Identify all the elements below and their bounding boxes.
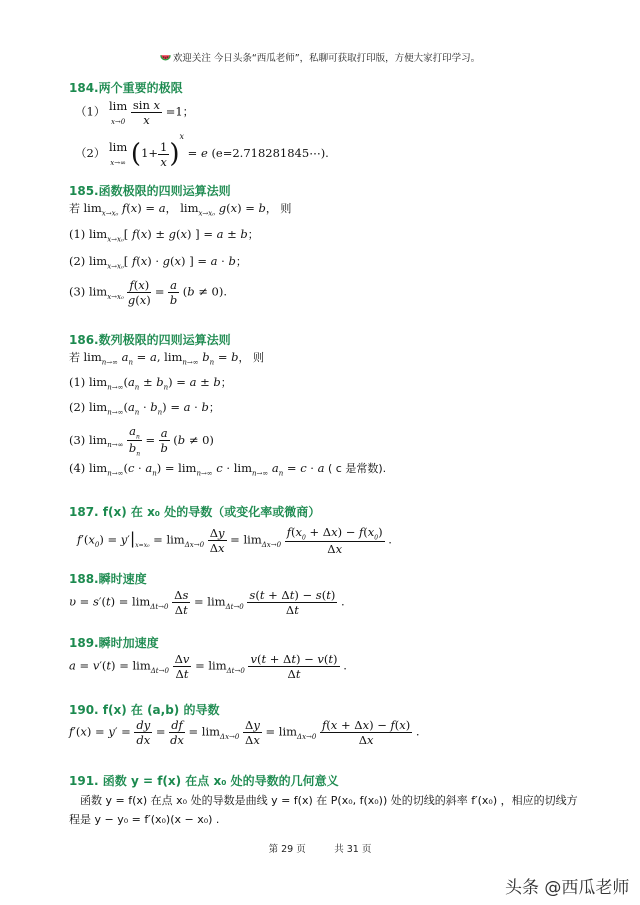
heading-186: 186.数列极限的四则运算法则 [69,333,231,347]
formula-186-3: (3) $\lim_{n\to\infty}$ $\frac{a_n}{b_n}$ = $\frac{a}{b}$ (b ≠ 0) [69,424,214,458]
watermelon-icon [160,53,171,63]
condition-185: 若 $\lim_{x\to x_0} f(x) = a$， $\lim_{x\to x_0} g(x) = b$， 则 [69,201,292,218]
formula-186-1: (1) $\lim_{n\to\infty}(a_n \pm b_n) = a \pm b$； [69,375,232,392]
formula-186-4: (4) $\lim_{n\to\infty}(c \cdot a_n) = \lim_{n\to\infty} c \cdot \lim_{n\to\infty} a_n = c \cdot a$ ( c 是常数). [69,461,387,478]
formula-184-1: （1） lim x→0 $\frac{\text{sin x}}{x}$ =1； [75,98,195,127]
formula-185-2: (2) $\lim_{x\to x_0}$[ f(x) · g(x) ] = a · b； [69,254,247,271]
heading-188: 188.瞬时速度 [69,572,147,586]
heading-191: 191. 函数 y = f(x) 在点 x₀ 处的导数的几何意义 [69,774,339,788]
formula-184-2: （2） lim x→∞ (1+ $\frac{1}{x}$ )$^x$ = e (e=2.718281845⋯). [75,132,329,169]
formula-185-1: (1) $\lim_{x\to x_0}$[ f(x) ± g(x) ] = a ± b； [69,227,259,244]
paragraph-191-line-2: 程是 y − y₀ = f′(x₀)(x − x₀) . [69,813,220,826]
formula-187: $f'(x_0) = y'|_{x=x_0} = \lim_{\Delta x\to 0}$ $\frac{\Delta y}{\Delta x}$ = $\lim_{\Delta x\to 0}$ $\frac{f(x_0 + \Delta x) - f(x_0)}{\Delta x}$ . [77,525,392,557]
heading-187: 187. f(x) 在 x₀ 处的导数（或变化率或微商） [69,505,321,519]
heading-190: 190. f(x) 在 (a,b) 的导数 [69,703,220,717]
heading-185: 185.函数极限的四则运算法则 [69,184,231,198]
formula-185-3: (3) $\lim_{x\to x_0}$ $\frac{f(x)}{g(x)}$ = $\frac{a}{b}$ (b ≠ 0). [69,278,227,307]
formula-186-2: (2) $\lim_{n\to\infty}(a_n \cdot b_n) = a \cdot b$； [69,400,220,417]
watermark: 头条 @西瓜老师 [505,878,630,898]
heading-189: 189.瞬时加速度 [69,636,159,650]
condition-186: 若 $\lim_{n\to\infty} a_n = a$, $\lim_{n\to\infty} b_n = b$， 则 [69,350,264,367]
banner-text: 欢迎关注 今日头条“西瓜老师”，私聊可获取打印版，方便大家打印学习。 [172,53,481,64]
paragraph-191-line-1: 函数 y = f(x) 在点 x₀ 处的导数是曲线 y = f(x) 在 P(x₀, f(x₀)) 处的切线的斜率 f′(x₀) ，相应的切线方 [80,794,578,807]
heading-184: 184.两个重要的极限 [69,81,183,95]
formula-188: $\upsilon = s'(t) = \lim_{\Delta t\to 0}$ $\frac{\Delta s}{\Delta t}$ = $\lim_{\Delta t\to 0}$ $\frac{s(t + \Delta t) - s(t)}{\Delta t}$ . [69,588,345,617]
top-banner [0,50,640,64]
formula-190: f′(x) = y′ = $\frac{dy}{dx}$ = $\frac{df}{dx}$ = $\lim_{\Delta x\to 0}$ $\frac{\Delta y}{\Delta x}$ = $\lim_{\Delta x\to 0}$ $\frac{f(x + \Delta x) - f(x)}{\Delta x}$ . [69,718,420,747]
page-footer: 第 29 页 共 31 页 [268,844,372,855]
formula-189: $a = v'(t) = \lim_{\Delta t\to 0}$ $\frac{\Delta v}{\Delta t}$ = $\lim_{\Delta t\to 0}$ $\frac{v(t + \Delta t) - v(t)}{\Delta t}$ . [69,652,347,681]
